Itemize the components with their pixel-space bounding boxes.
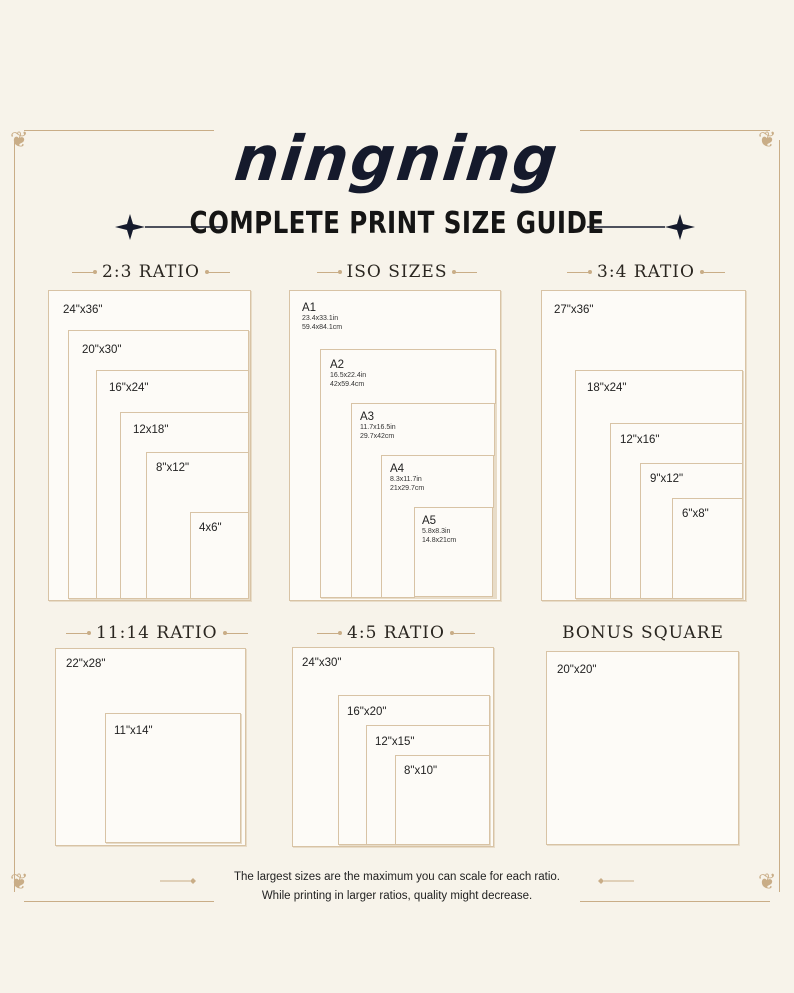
size-label: 8"x12" — [156, 462, 190, 474]
iso-name: A2 — [330, 359, 345, 371]
iso-inches: 11.7x16.5in — [360, 424, 396, 431]
size-label: 12x18" — [133, 424, 169, 436]
size-label-a5 — [422, 515, 456, 545]
size-label: 12"x16" — [620, 434, 660, 446]
size-label-a4 — [390, 463, 424, 493]
size-label: 11"x14" — [114, 725, 153, 737]
size-label: 8"x10" — [404, 765, 438, 777]
corner-flourish-icon: ❦ — [10, 870, 29, 895]
iso-cm: 21x29.7cm — [390, 485, 425, 492]
corner-flourish-icon: ❦ — [758, 870, 777, 895]
size-label: 6"x8" — [682, 508, 709, 520]
section-title-4-5: 4:5 RATIO — [298, 623, 494, 643]
iso-cm: 42x59.4cm — [330, 381, 365, 388]
iso-inches: 23.4x33.1in — [302, 315, 339, 322]
size-label: 4x6" — [199, 522, 222, 534]
iso-name: A3 — [360, 411, 375, 423]
page-title: COMPLETE PRINT SIZE GUIDE — [189, 206, 605, 241]
section-title-2-3: 2:3 RATIO — [56, 262, 246, 282]
iso-name: A5 — [422, 515, 437, 527]
iso-cm: 14.8x21cm — [422, 537, 457, 544]
section-title-square: BONUS SQUARE — [562, 623, 724, 643]
size-label-a1 — [302, 302, 342, 332]
size-label-a3 — [360, 411, 396, 441]
size-label: 16"x20" — [347, 706, 387, 718]
iso-inches: 5.8x8.3in — [422, 528, 451, 535]
iso-name: A1 — [302, 302, 317, 314]
footer-line-1: The largest sizes are the maximum you can scale for each ratio. — [234, 871, 560, 883]
size-label: 22"x28" — [66, 658, 106, 670]
size-label: 12"x15" — [375, 736, 415, 748]
size-label: 9"x12" — [650, 473, 684, 485]
iso-cm: 29.7x42cm — [360, 433, 395, 440]
iso-name: A4 — [390, 463, 405, 475]
size-label: 24"x36" — [63, 304, 103, 316]
size-box-20x20 — [546, 651, 739, 845]
size-label: 24"x30" — [302, 657, 342, 669]
footer-line-2: While printing in larger ratios, quality might decrease. — [261, 890, 533, 902]
corner-flourish-icon: ❦ — [758, 128, 777, 153]
size-label: 20"x20" — [557, 664, 597, 676]
size-label: 18"x24" — [587, 382, 627, 394]
size-label: 27"x36" — [554, 304, 594, 316]
brand-logo: ningning — [231, 122, 563, 195]
footer-ornament-right-icon — [598, 876, 634, 886]
section-title-3-4: 3:4 RATIO — [546, 262, 746, 282]
iso-inches: 16.5x22.4in — [330, 372, 367, 379]
size-label-a2 — [330, 359, 366, 389]
footer-ornament-left-icon — [160, 876, 196, 886]
section-title-11-14: 11:14 RATIO — [58, 623, 254, 643]
iso-inches: 8.3x11.7in — [390, 476, 422, 483]
section-title-iso: ISO SIZES — [297, 262, 497, 282]
footer-note — [0, 868, 794, 906]
corner-flourish-icon: ❦ — [10, 128, 29, 153]
iso-cm: 59.4x84.1cm — [302, 324, 343, 331]
size-label: 20"x30" — [82, 344, 122, 356]
size-label: 16"x24" — [109, 382, 149, 394]
